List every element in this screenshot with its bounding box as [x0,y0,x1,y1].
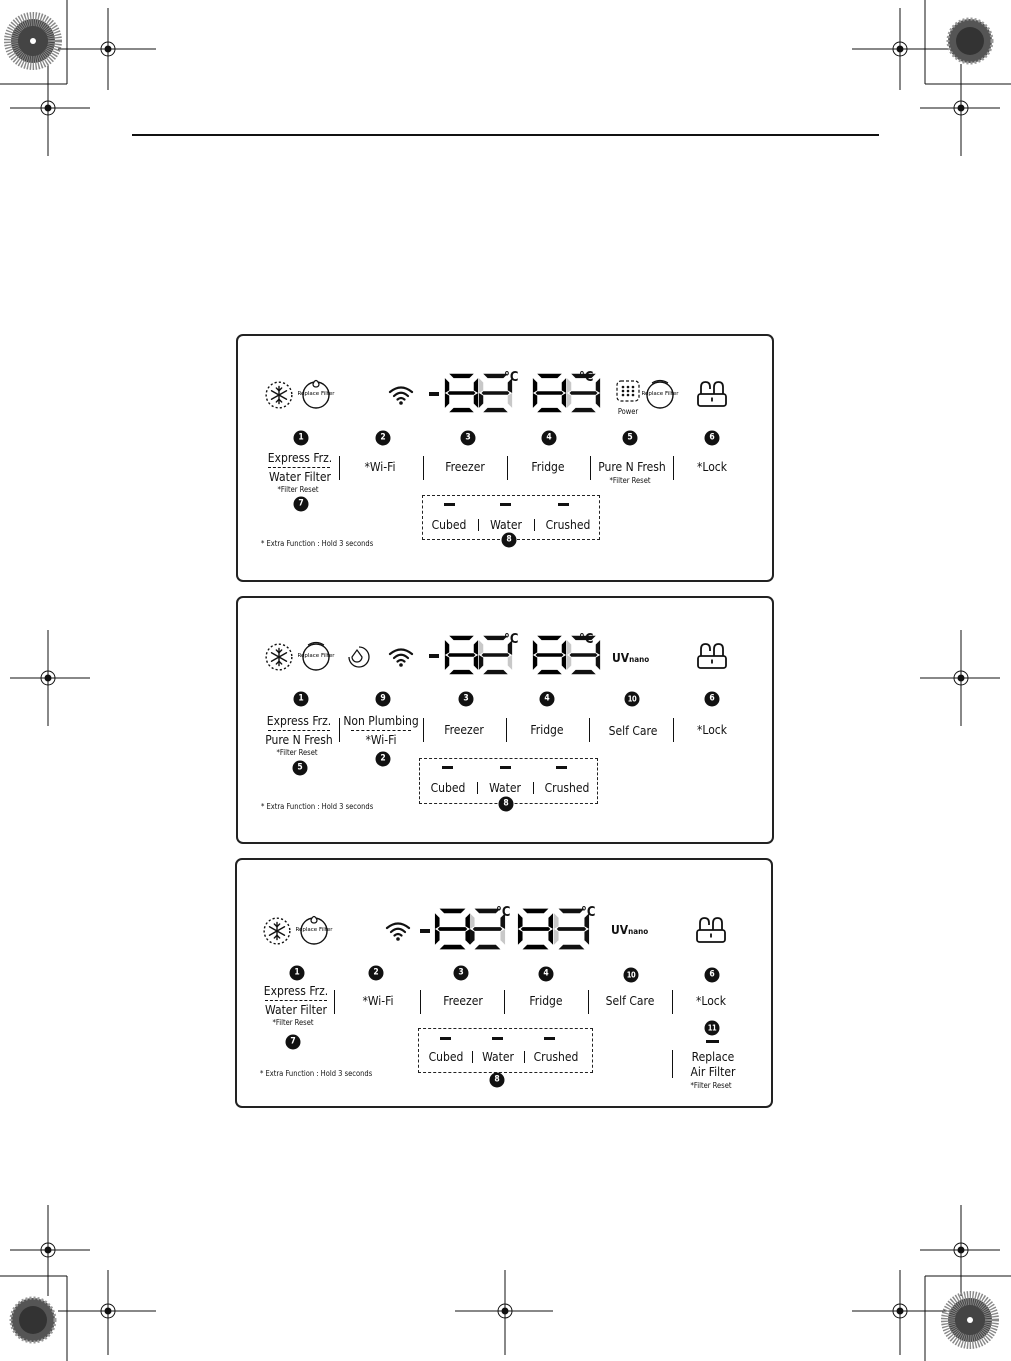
wifi-button[interactable]: *Wi-Fi [365,733,397,747]
number-badge: 2 [376,431,391,446]
svg-text:Replace Filter: Replace Filter [295,927,333,933]
replace-filter-icon-2 [641,376,679,410]
uv-nano-logo: UVnano [611,923,649,937]
express-freeze-button[interactable]: Express Frz. [266,714,332,728]
number-badge: 10 [625,692,640,707]
pure-n-fresh-button[interactable]: Pure N Fresh [598,460,666,474]
header-rule [132,134,879,136]
filter-reset-note: *Filter Reset [276,748,318,757]
express-freeze-icon [262,916,292,946]
freezer-unit: °C [504,632,519,647]
number-badge: 5 [293,761,308,776]
number-badge: 7 [294,497,309,512]
number-badge: 2 [369,966,384,981]
filter-reset-note: *Filter Reset [277,485,319,494]
freezer-digit-1 [444,634,479,676]
wifi-button[interactable]: *Wi-Fi [364,460,396,474]
freezer-unit: °C [496,905,511,920]
lock-button[interactable]: *Lock [696,994,726,1008]
water-button[interactable]: Water [490,518,522,532]
air-filter-label[interactable]: Air Filter [690,1065,736,1079]
fridge-digit-1 [532,372,567,414]
pure-n-fresh-icon [614,378,642,404]
control-panel-3 [235,858,773,1108]
fridge-digit-1 [532,634,567,676]
freezer-button[interactable]: Freezer [443,994,483,1008]
filter-reset-note: *Filter Reset [272,1018,314,1027]
filter-reset-note: *Filter Reset [609,476,651,485]
non-plumbing-button[interactable]: Non Plumbing [343,714,419,728]
express-freeze-icon [264,642,294,672]
self-care-button[interactable]: Self Care [608,724,658,738]
freezer-digit-1 [434,907,471,951]
number-badge: 3 [461,431,476,446]
number-badge: 8 [499,797,514,812]
extra-function-note: * Extra Function : Hold 3 seconds [260,1069,373,1078]
minus-sign [429,654,439,658]
self-care-button[interactable]: Self Care [605,994,655,1008]
number-badge: 7 [286,1035,301,1050]
lock-icon [696,642,728,670]
number-badge: 3 [459,692,474,707]
fridge-button[interactable]: Fridge [529,994,563,1008]
express-freeze-button[interactable]: Express Frz. [267,451,333,465]
minus-sign [420,929,430,933]
number-badge: 1 [294,431,309,446]
water-button[interactable]: Water [482,1050,514,1064]
fridge-unit: °C [579,632,594,647]
svg-text:Replace Filter: Replace Filter [641,391,679,397]
extra-function-note: * Extra Function : Hold 3 seconds [261,539,374,548]
number-badge: 9 [376,692,391,707]
replace-filter-icon [295,912,333,946]
number-badge: 4 [542,431,557,446]
freezer-unit: °C [504,370,519,385]
fridge-unit: °C [579,370,594,385]
minus-sign [429,392,439,396]
number-badge: 3 [454,966,469,981]
number-badge: 10 [624,968,639,983]
power-label: Power [617,407,639,416]
lock-icon [695,916,727,944]
number-badge: 6 [705,968,720,983]
number-badge: 6 [705,692,720,707]
crushed-button[interactable]: Crushed [545,518,591,532]
control-panel-1 [236,334,774,582]
replace-air-filter-button[interactable]: Replace [691,1050,735,1064]
lock-button[interactable]: *Lock [697,723,727,737]
svg-text:Replace Filter: Replace Filter [297,391,335,397]
wifi-icon [388,385,414,405]
number-badge: 8 [502,533,517,548]
lock-icon [696,380,728,408]
number-badge: 4 [539,967,554,982]
crushed-button[interactable]: Crushed [544,781,590,795]
lock-button[interactable]: *Lock [697,460,727,474]
wifi-icon [388,647,414,667]
pure-n-fresh-button[interactable]: Pure N Fresh [265,733,333,747]
replace-filter-icon [297,638,335,672]
uv-nano-logo: UVnano [612,651,650,665]
number-badge: 5 [623,431,638,446]
control-panel-2 [236,596,774,844]
freezer-button[interactable]: Freezer [444,723,484,737]
number-badge: 4 [540,692,555,707]
wifi-button[interactable]: *Wi-Fi [362,994,394,1008]
freezer-digit-1 [444,372,479,414]
fridge-digit-1 [517,907,554,951]
crushed-button[interactable]: Crushed [533,1050,579,1064]
number-badge: 6 [705,431,720,446]
express-freeze-button[interactable]: Express Frz. [263,984,329,998]
extra-function-note: * Extra Function : Hold 3 seconds [261,802,374,811]
svg-text:Replace Filter: Replace Filter [297,653,335,659]
number-badge: 1 [290,966,305,981]
wifi-icon [385,921,411,941]
number-badge: 8 [490,1073,505,1088]
number-badge: 1 [294,692,309,707]
replace-filter-icon [297,376,335,410]
water-filter-button[interactable]: Water Filter [265,1003,327,1017]
fridge-unit: °C [581,905,596,920]
water-button[interactable]: Water [489,781,521,795]
freezer-button[interactable]: Freezer [445,460,485,474]
express-freeze-icon [264,380,294,410]
number-badge: 2 [376,752,391,767]
fridge-button[interactable]: Fridge [531,460,565,474]
water-filter-button[interactable]: Water Filter [269,470,331,484]
number-badge: 11 [705,1021,720,1036]
cubed-button[interactable]: Cubed [431,518,467,532]
fridge-button[interactable]: Fridge [530,723,564,737]
cubed-button[interactable]: Cubed [430,781,466,795]
non-plumbing-icon [344,642,374,672]
cubed-button[interactable]: Cubed [428,1050,464,1064]
filter-reset-note: *Filter Reset [690,1081,732,1090]
